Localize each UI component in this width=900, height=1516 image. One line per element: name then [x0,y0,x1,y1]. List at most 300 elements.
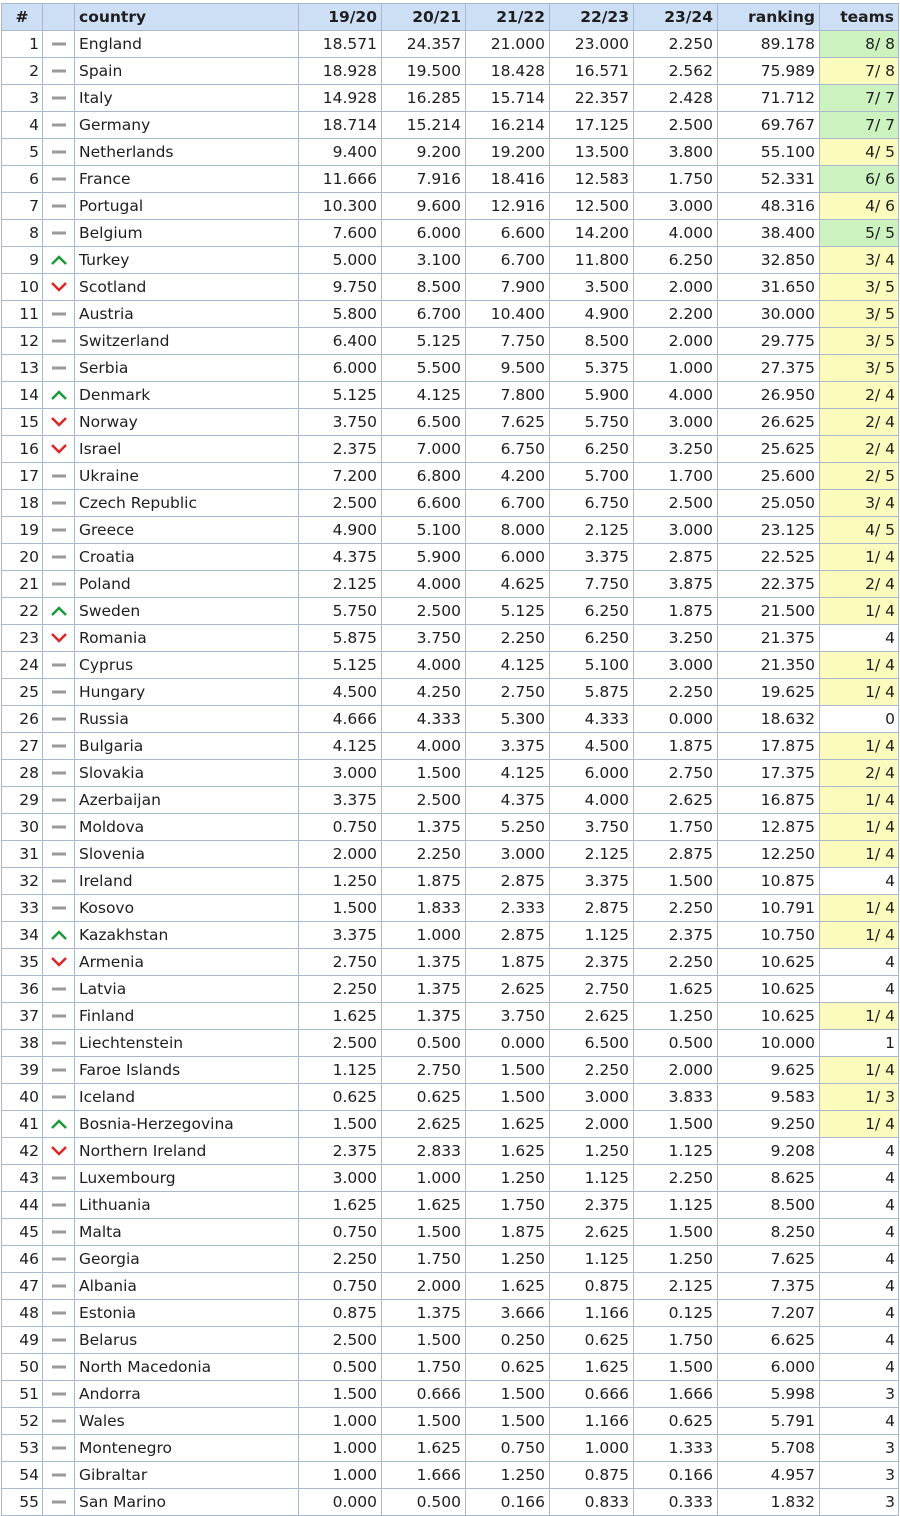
season-21-22-score: 16.214 [466,112,550,139]
season-22-23-score: 13.500 [550,139,634,166]
teams-remaining: 3 [820,1381,899,1408]
season-21-22-score: 7.750 [466,328,550,355]
header-country[interactable]: country [75,4,299,31]
table-row [2,760,899,787]
season-20-21-score: 0.666 [382,1381,466,1408]
teams-remaining: 4 [820,1354,899,1381]
trend-cell [43,274,75,301]
season-19-20-score: 7.200 [299,463,382,490]
season-21-22-score: 1.875 [466,949,550,976]
teams-remaining: 6/ 6 [820,166,899,193]
table-row [2,1462,899,1489]
trend-cell [43,1246,75,1273]
season-19-20-score: 5.875 [299,625,382,652]
trend-cell [43,814,75,841]
season-21-22-score: 7.625 [466,409,550,436]
ranking-total: 26.625 [718,409,820,436]
teams-remaining: 4 [820,1138,899,1165]
season-23-24-score: 1.750 [634,1327,718,1354]
ranking-total: 21.375 [718,625,820,652]
season-22-23-score: 6.000 [550,760,634,787]
season-23-24-score: 2.625 [634,787,718,814]
season-19-20-score: 2.500 [299,1327,382,1354]
country-name: North Macedonia [75,1354,299,1381]
rank-number: 42 [2,1138,43,1165]
season-23-24-score: 0.500 [634,1030,718,1057]
teams-remaining: 4 [820,976,899,1003]
dash-icon [50,200,68,212]
country-ranking-table [1,3,899,1516]
rank-number: 12 [2,328,43,355]
season-22-23-score: 3.000 [550,1084,634,1111]
table-row [2,193,899,220]
season-22-23-score: 3.500 [550,274,634,301]
trend-cell [43,1408,75,1435]
season-20-21-score: 2.500 [382,787,466,814]
season-21-22-score: 9.500 [466,355,550,382]
table-row [2,1489,899,1516]
arrow-up-icon [50,605,68,617]
season-19-20-score: 1.500 [299,1381,382,1408]
rank-number: 18 [2,490,43,517]
ranking-total: 17.375 [718,760,820,787]
ranking-total: 19.625 [718,679,820,706]
season-23-24-score: 2.428 [634,85,718,112]
ranking-total: 25.050 [718,490,820,517]
season-20-21-score: 7.916 [382,166,466,193]
season-20-21-score: 1.375 [382,1300,466,1327]
season-20-21-score: 2.625 [382,1111,466,1138]
country-name: Israel [75,436,299,463]
season-19-20-score: 18.714 [299,112,382,139]
teams-remaining: 3/ 5 [820,328,899,355]
season-22-23-score: 11.800 [550,247,634,274]
season-22-23-score: 3.750 [550,814,634,841]
dash-icon [50,902,68,914]
dash-icon [50,1037,68,1049]
season-20-21-score: 0.500 [382,1489,466,1516]
table-body [2,31,899,1516]
table-row [2,1057,899,1084]
ranking-total: 69.767 [718,112,820,139]
dash-icon [50,1469,68,1481]
season-19-20-score: 0.750 [299,1273,382,1300]
dash-icon [50,848,68,860]
teams-remaining: 7/ 8 [820,58,899,85]
trend-cell [43,1462,75,1489]
trend-cell [43,382,75,409]
rank-number: 52 [2,1408,43,1435]
season-23-24-score: 1.125 [634,1138,718,1165]
ranking-total: 9.208 [718,1138,820,1165]
dash-icon [50,38,68,50]
rank-number: 20 [2,544,43,571]
trend-cell [43,517,75,544]
dash-icon [50,173,68,185]
header-ranking[interactable]: ranking [718,4,820,31]
season-20-21-score: 1.000 [382,922,466,949]
country-name: Slovakia [75,760,299,787]
dash-icon [50,65,68,77]
season-19-20-score: 9.750 [299,274,382,301]
season-21-22-score: 2.875 [466,868,550,895]
season-22-23-score: 3.375 [550,544,634,571]
season-21-22-score: 1.500 [466,1057,550,1084]
teams-remaining: 1/ 4 [820,598,899,625]
season-22-23-score: 6.750 [550,490,634,517]
season-20-21-score: 1.625 [382,1435,466,1462]
ranking-total: 21.350 [718,652,820,679]
trend-cell [43,1273,75,1300]
rank-number: 33 [2,895,43,922]
rank-number: 9 [2,247,43,274]
season-23-24-score: 0.625 [634,1408,718,1435]
rank-number: 34 [2,922,43,949]
ranking-total: 30.000 [718,301,820,328]
country-name: Bulgaria [75,733,299,760]
country-name: Moldova [75,814,299,841]
ranking-total: 10.625 [718,1003,820,1030]
season-20-21-score: 6.500 [382,409,466,436]
rank-number: 29 [2,787,43,814]
season-23-24-score: 2.562 [634,58,718,85]
dash-icon [50,578,68,590]
season-23-24-score: 0.166 [634,1462,718,1489]
season-19-20-score: 1.000 [299,1435,382,1462]
season-22-23-score: 0.833 [550,1489,634,1516]
season-22-23-score: 6.250 [550,598,634,625]
table-row [2,733,899,760]
season-23-24-score: 2.000 [634,274,718,301]
header-season-22-23[interactable]: 22/23 [550,4,634,31]
season-22-23-score: 5.750 [550,409,634,436]
table-row [2,112,899,139]
season-20-21-score: 5.125 [382,328,466,355]
trend-cell [43,355,75,382]
teams-remaining: 2/ 5 [820,463,899,490]
teams-remaining: 4 [820,1408,899,1435]
trend-cell [43,625,75,652]
season-21-22-score: 1.500 [466,1381,550,1408]
table-row [2,274,899,301]
ranking-total: 8.250 [718,1219,820,1246]
season-21-22-score: 6.700 [466,490,550,517]
arrow-down-icon [50,443,68,455]
trend-cell [43,463,75,490]
arrow-down-icon [50,416,68,428]
teams-remaining: 3 [820,1435,899,1462]
header-rank-number[interactable]: # [2,4,43,31]
season-21-22-score: 7.900 [466,274,550,301]
season-20-21-score: 0.500 [382,1030,466,1057]
season-19-20-score: 1.000 [299,1408,382,1435]
season-21-22-score: 12.916 [466,193,550,220]
season-20-21-score: 6.600 [382,490,466,517]
season-22-23-score: 6.250 [550,625,634,652]
ranking-total: 7.207 [718,1300,820,1327]
table-row [2,949,899,976]
rank-number: 19 [2,517,43,544]
season-20-21-score: 0.625 [382,1084,466,1111]
rank-number: 14 [2,382,43,409]
season-20-21-score: 24.357 [382,31,466,58]
ranking-total: 25.625 [718,436,820,463]
season-19-20-score: 2.375 [299,436,382,463]
season-20-21-score: 8.500 [382,274,466,301]
dash-icon [50,1010,68,1022]
season-20-21-score: 5.900 [382,544,466,571]
season-23-24-score: 1.500 [634,868,718,895]
ranking-total: 10.625 [718,949,820,976]
season-21-22-score: 7.800 [466,382,550,409]
season-21-22-score: 4.200 [466,463,550,490]
teams-remaining: 4/ 5 [820,517,899,544]
season-20-21-score: 1.625 [382,1192,466,1219]
season-23-24-score: 1.666 [634,1381,718,1408]
trend-cell [43,544,75,571]
country-name: Switzerland [75,328,299,355]
season-19-20-score: 0.000 [299,1489,382,1516]
season-20-21-score: 4.000 [382,571,466,598]
season-20-21-score: 6.700 [382,301,466,328]
dash-icon [50,821,68,833]
dash-icon [50,1415,68,1427]
trend-cell [43,1435,75,1462]
season-23-24-score: 3.000 [634,652,718,679]
dash-icon [50,1172,68,1184]
header-trend [43,4,75,31]
country-name: Georgia [75,1246,299,1273]
season-19-20-score: 5.125 [299,382,382,409]
ranking-total: 55.100 [718,139,820,166]
table-row [2,490,899,517]
teams-remaining: 1/ 4 [820,814,899,841]
season-23-24-score: 2.000 [634,1057,718,1084]
dash-icon [50,1280,68,1292]
arrow-up-icon [50,389,68,401]
trend-cell [43,31,75,58]
season-20-21-score: 4.333 [382,706,466,733]
trend-cell [43,139,75,166]
season-23-24-score: 1.875 [634,598,718,625]
ranking-total: 8.625 [718,1165,820,1192]
table-row [2,517,899,544]
season-22-23-score: 1.250 [550,1138,634,1165]
season-20-21-score: 1.500 [382,760,466,787]
season-22-23-score: 2.125 [550,841,634,868]
teams-remaining: 1/ 4 [820,1057,899,1084]
season-19-20-score: 1.250 [299,868,382,895]
teams-remaining: 4 [820,1273,899,1300]
dash-icon [50,308,68,320]
dash-icon [50,1199,68,1211]
season-21-22-score: 3.666 [466,1300,550,1327]
season-22-23-score: 2.125 [550,517,634,544]
season-23-24-score: 2.000 [634,328,718,355]
rank-number: 36 [2,976,43,1003]
ranking-total: 32.850 [718,247,820,274]
season-22-23-score: 1.166 [550,1300,634,1327]
season-21-22-score: 15.714 [466,85,550,112]
season-22-23-score: 1.125 [550,922,634,949]
table-row [2,625,899,652]
rank-number: 7 [2,193,43,220]
dash-icon [50,146,68,158]
country-name: Lithuania [75,1192,299,1219]
season-22-23-score: 3.375 [550,868,634,895]
season-22-23-score: 4.333 [550,706,634,733]
season-19-20-score: 2.250 [299,976,382,1003]
teams-remaining: 4/ 6 [820,193,899,220]
arrow-down-icon [50,281,68,293]
country-name: Scotland [75,274,299,301]
season-21-22-score: 0.750 [466,1435,550,1462]
season-20-21-score: 15.214 [382,112,466,139]
trend-cell [43,85,75,112]
season-21-22-score: 8.000 [466,517,550,544]
country-name: Greece [75,517,299,544]
season-22-23-score: 1.000 [550,1435,634,1462]
header-season-23-24[interactable]: 23/24 [634,4,718,31]
rank-number: 46 [2,1246,43,1273]
rank-number: 40 [2,1084,43,1111]
table-row [2,1219,899,1246]
rank-number: 27 [2,733,43,760]
table-row [2,436,899,463]
table-row [2,1111,899,1138]
season-21-22-score: 4.125 [466,652,550,679]
ranking-total: 10.875 [718,868,820,895]
teams-remaining: 3/ 5 [820,301,899,328]
dash-icon [50,497,68,509]
header-season-20-21[interactable]: 20/21 [382,4,466,31]
trend-cell [43,1138,75,1165]
header-season-21-22[interactable]: 21/22 [466,4,550,31]
table-row [2,409,899,436]
rank-number: 5 [2,139,43,166]
country-name: England [75,31,299,58]
rank-number: 41 [2,1111,43,1138]
season-20-21-score: 9.600 [382,193,466,220]
season-23-24-score: 1.250 [634,1003,718,1030]
ranking-total: 18.632 [718,706,820,733]
dash-icon [50,1388,68,1400]
ranking-total: 7.625 [718,1246,820,1273]
table-row [2,1300,899,1327]
season-23-24-score: 2.250 [634,679,718,706]
season-23-24-score: 2.250 [634,949,718,976]
ranking-total: 6.000 [718,1354,820,1381]
country-name: Romania [75,625,299,652]
ranking-total: 25.600 [718,463,820,490]
country-name: Azerbaijan [75,787,299,814]
country-name: Spain [75,58,299,85]
teams-remaining: 2/ 4 [820,436,899,463]
season-23-24-score: 3.000 [634,517,718,544]
teams-remaining: 3 [820,1489,899,1516]
arrow-up-icon [50,929,68,941]
season-22-23-score: 12.500 [550,193,634,220]
trend-cell [43,1381,75,1408]
trend-cell [43,1219,75,1246]
rank-number: 51 [2,1381,43,1408]
country-name: Cyprus [75,652,299,679]
teams-remaining: 3/ 5 [820,355,899,382]
ranking-total: 9.583 [718,1084,820,1111]
rank-number: 24 [2,652,43,679]
season-22-23-score: 0.625 [550,1327,634,1354]
teams-remaining: 4 [820,1246,899,1273]
table-row [2,1408,899,1435]
trend-cell [43,220,75,247]
ranking-total: 22.525 [718,544,820,571]
teams-remaining: 8/ 8 [820,31,899,58]
rank-number: 39 [2,1057,43,1084]
rank-number: 35 [2,949,43,976]
season-19-20-score: 2.250 [299,1246,382,1273]
country-name: Albania [75,1273,299,1300]
teams-remaining: 3/ 4 [820,490,899,517]
season-19-20-score: 6.000 [299,355,382,382]
dash-icon [50,794,68,806]
trend-cell [43,652,75,679]
dash-icon [50,119,68,131]
table-row [2,1273,899,1300]
ranking-total: 48.316 [718,193,820,220]
season-21-22-score: 21.000 [466,31,550,58]
season-20-21-score: 2.000 [382,1273,466,1300]
season-21-22-score: 0.625 [466,1354,550,1381]
season-23-24-score: 0.333 [634,1489,718,1516]
season-22-23-score: 2.250 [550,1057,634,1084]
season-19-20-score: 5.125 [299,652,382,679]
season-23-24-score: 1.250 [634,1246,718,1273]
header-season-19-20[interactable]: 19/20 [299,4,382,31]
season-19-20-score: 2.000 [299,841,382,868]
trend-cell [43,571,75,598]
teams-remaining: 4 [820,868,899,895]
rank-number: 21 [2,571,43,598]
season-21-22-score: 1.250 [466,1246,550,1273]
dash-icon [50,1226,68,1238]
trend-cell [43,328,75,355]
table-row [2,85,899,112]
table-row [2,1165,899,1192]
season-22-23-score: 7.750 [550,571,634,598]
table-row [2,895,899,922]
season-19-20-score: 0.750 [299,814,382,841]
teams-remaining: 3 [820,1462,899,1489]
ranking-total: 75.989 [718,58,820,85]
season-19-20-score: 4.666 [299,706,382,733]
table-row [2,1138,899,1165]
teams-remaining: 1/ 4 [820,1003,899,1030]
header-teams[interactable]: teams [820,4,899,31]
season-21-22-score: 6.600 [466,220,550,247]
season-20-21-score: 9.200 [382,139,466,166]
rank-number: 11 [2,301,43,328]
season-21-22-score: 3.000 [466,841,550,868]
season-19-20-score: 1.500 [299,895,382,922]
rank-number: 37 [2,1003,43,1030]
season-23-24-score: 1.500 [634,1219,718,1246]
season-19-20-score: 18.571 [299,31,382,58]
trend-cell [43,112,75,139]
season-21-22-score: 1.625 [466,1111,550,1138]
season-23-24-score: 6.250 [634,247,718,274]
table-header [2,4,899,31]
ranking-total: 29.775 [718,328,820,355]
